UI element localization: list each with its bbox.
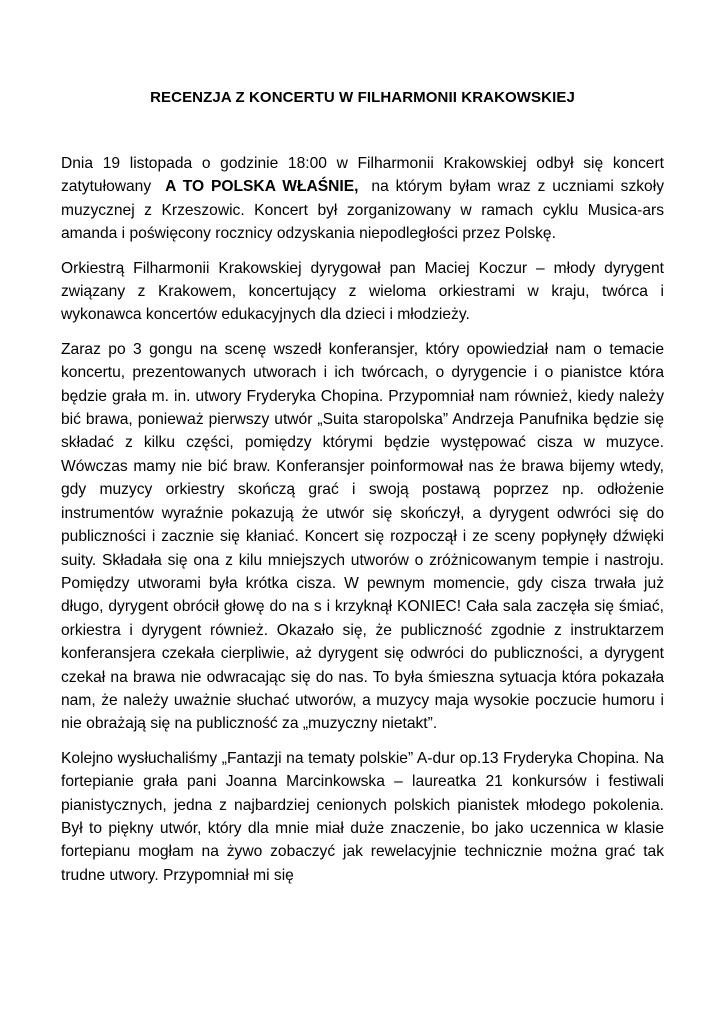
paragraph-conductor: Orkiestrą Filharmonii Krakowskiej dyrygował pan Maciej Koczur – młody dyrygent związany z Krakowem, koncertujący z wieloma orkiestrami w kraju, twórca i wykonawca koncertów edukacyjnych dla dzieci i młodzieży. (61, 259, 664, 324)
paragraph-intro-text-before: Dnia 19 listopada o godzinie 18:00 w Filharmonii Krakowskiej odbył się koncert zatytułowany (61, 155, 664, 196)
paragraph-concert-story: Zaraz po 3 gongu na scenę wszedł konferansjer, który opowiedział nam o temacie koncertu, prezentowanych utworach i ich twórcach, o dyrygencie i o pianistce która będzie grała m. in. utwory Fryderyka Chopina. Przypomniał nam również, kiedy należy bić brawa, ponieważ pierwszy utwór „Suita staropolska” Andrzeja Panufnika będzie się składać z kilku części, pomiędzy którymi będzie występować cisza w muzyce. Wówczas mamy nie bić braw. Konferansjer poinformował nas że brawa bijemy wtedy, gdy muzycy orkiestry skończą grać i swoją postawą poprzez np. odłożenie instrumentów wyraźnie pokazują że utwór się skończył, a dyrygent odwróci się do publiczności i zacznie się kłaniać. Koncert się rozpoczął i ze sceny popłynęły dźwięki suity. Składała się ona z kilu mniejszych utworów o zróżnicowanym tempie i nastroju. Pomiędzy utworami była krótka cisza. W pewnym momencie, gdy cisza trwała już długo, dyrygent obrócił głowę do na s i krzyknął KONIEC! Cała sala zaczęła się śmiać, orkiestra i dyrygent również. Okazało się, że publiczność zgodnie z instruktarzem konferansjera czekała cierpliwie, aż dyrygent się odwróci do publiczności, a dyrygent czekał na brawa nie odwracając się do nas. To była śmieszna sytuacja która pokazała nam, że należy uważnie słuchać utworów, a muzycy maja wysokie poczucie humoru i nie obrażają się na publiczność za „muzyczny nietakt”. (61, 340, 664, 733)
document-body (61, 152, 664, 898)
paragraph-intro-text-after: na którym byłam wraz z uczniami szkoły muzycznej z Krzeszowic. Koncert był zorganizowany w ramach cyklu Musica-ars amanda i poświęcony rocznicy odzyskania niepodległości przez Polskę. (61, 178, 664, 243)
concert-title: A TO POLSKA WŁAŚNIE, (165, 178, 359, 196)
paragraph-fantasy: Kolejno wysłuchaliśmy „Fantazji na tematy polskie” A-dur op.13 Fryderyka Chopina. Na fortepianie grała pani Joanna Marcinkowska – laureatka 21 konkursów i festiwali pianistycznych, jedna z najbardziej cenionych polskich pianistek młodego pokolenia. Był to piękny utwór, który dla mnie miał duże znaczenie, bo jako uczennica w klasie fortepianu mogłam na żywo zobaczyć jak rewelacyjnie technicznie można grać tak trudne utwory. Przypomniał mi się (61, 749, 664, 884)
paragraph-intro (61, 152, 664, 246)
document-title: RECENZJA Z KONCERTU W FILHARMONII KRAKOWSKIEJ (150, 89, 575, 106)
